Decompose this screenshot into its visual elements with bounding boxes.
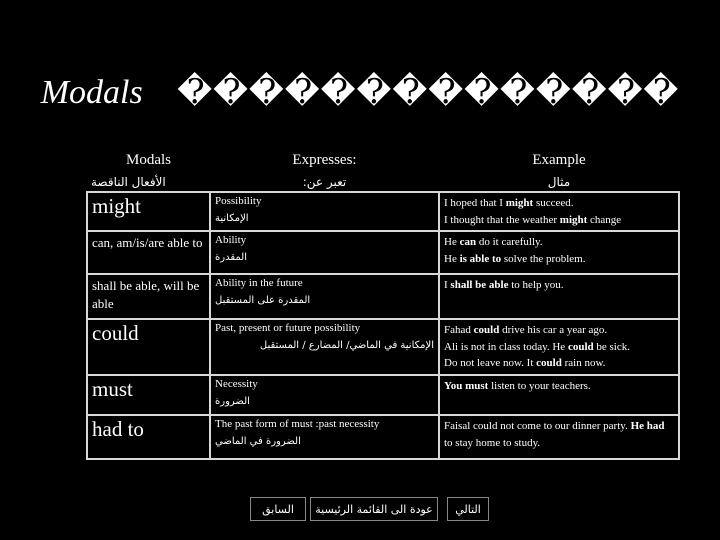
modal-cell — [87, 375, 210, 415]
example-text: to stay home to study. — [444, 436, 541, 449]
expresses-cell — [210, 231, 439, 274]
example-line — [444, 355, 674, 372]
expresses-en: Necessity — [215, 378, 258, 390]
table-header-row — [87, 150, 679, 192]
example-cell — [439, 192, 679, 231]
expresses-en: Ability — [215, 234, 247, 246]
example-line — [444, 234, 674, 251]
header-example — [439, 150, 679, 192]
expresses-cell — [210, 192, 439, 231]
expresses-cell — [210, 415, 439, 459]
table-row — [87, 192, 679, 231]
expresses-en: Possibility — [215, 195, 262, 207]
expresses-cell — [210, 319, 439, 375]
example-cell — [439, 274, 679, 319]
example-modal-highlight: could — [567, 340, 594, 353]
example-text: I — [444, 279, 451, 291]
modal-name: can, am/is/are able to — [92, 235, 203, 250]
expresses-ar: الإمكانية في الماضي/ المضارع / المستقبل — [259, 339, 434, 351]
expresses-ar: المقدرة على المستقبل — [215, 294, 311, 306]
example-modal-highlight: He had — [630, 420, 665, 432]
example-text: Do not leave now. It — [444, 357, 537, 369]
header-modals-ar: الأفعال الناقصة — [91, 175, 166, 189]
table-row — [87, 375, 679, 415]
header-modals — [87, 150, 210, 192]
title-garbled-text: �������������� — [177, 74, 680, 111]
example-cell — [439, 231, 679, 274]
example-modal-highlight: might — [505, 197, 534, 209]
modal-cell — [87, 231, 210, 274]
example-line — [444, 195, 674, 212]
header-expresses-ar: تعبر عن: — [302, 175, 347, 189]
example-line — [444, 378, 674, 395]
modals-table — [86, 150, 680, 460]
example-text: Faisal could not come to our dinner party. — [444, 420, 631, 432]
modal-cell — [87, 319, 210, 375]
header-example-en: Example — [532, 152, 586, 168]
title-text: Modals — [40, 74, 143, 111]
example-cell — [439, 375, 679, 415]
expresses-ar: المقدرة — [215, 251, 247, 263]
table-row — [87, 415, 679, 459]
expresses-en: The past form of must :past necessity — [215, 418, 380, 430]
prev-button[interactable] — [250, 497, 306, 521]
modal-name: might — [92, 194, 142, 218]
example-text: He — [444, 252, 460, 265]
example-line — [444, 418, 674, 451]
example-text: listen to your teachers. — [488, 380, 591, 392]
example-modal-highlight: You must — [444, 380, 489, 392]
next-button[interactable] — [447, 497, 489, 521]
example-text: Fahad — [444, 324, 474, 336]
expresses-ar: الضرورة في الماضي — [215, 435, 301, 447]
table-row — [87, 231, 679, 274]
table-row — [87, 274, 679, 319]
header-expresses-en: Expresses: — [292, 152, 357, 168]
example-cell — [439, 319, 679, 375]
header-expresses — [210, 150, 439, 192]
example-modal-highlight: might — [559, 213, 588, 226]
modal-name: must — [92, 377, 133, 401]
next-button-label: التالي — [455, 502, 481, 516]
example-line — [444, 212, 674, 229]
example-text: solve the problem. — [501, 252, 586, 265]
example-line — [444, 277, 674, 294]
example-text: I hoped that I — [444, 197, 506, 209]
example-line — [444, 339, 674, 356]
expresses-en: Ability in the future — [215, 277, 303, 289]
example-text: be sick. — [593, 340, 630, 353]
table-row — [87, 319, 679, 375]
header-modals-en: Modals — [126, 152, 171, 168]
example-line — [444, 251, 674, 268]
example-modal-highlight: can — [459, 236, 477, 248]
modal-cell — [87, 274, 210, 319]
example-text: Ali is not in class today. He — [444, 340, 568, 353]
slide-title — [0, 72, 720, 112]
example-text: rain now. — [561, 357, 606, 369]
example-text: do it carefully. — [476, 236, 543, 248]
example-text: I thought that the weather — [444, 213, 560, 226]
home-button[interactable] — [310, 497, 438, 521]
example-modal-highlight: shall be able — [450, 279, 509, 291]
example-text: He — [444, 236, 460, 248]
example-text: succeed. — [533, 197, 574, 209]
expresses-ar: الضرورة — [215, 395, 250, 407]
expresses-cell — [210, 274, 439, 319]
example-modal-highlight: could — [473, 324, 500, 336]
header-example-ar: مثال — [547, 175, 571, 189]
example-text: to help you. — [508, 279, 564, 291]
example-cell — [439, 415, 679, 459]
modal-cell — [87, 415, 210, 459]
example-modal-highlight: could — [536, 357, 562, 369]
example-text: change — [587, 213, 622, 226]
example-text: drive his car a year ago. — [499, 324, 608, 336]
modal-name: shall be able, will be able — [92, 278, 200, 311]
modal-cell — [87, 192, 210, 231]
modal-name: had to — [92, 417, 144, 441]
expresses-ar: الإمكانية — [215, 212, 249, 224]
example-modal-highlight: is able to — [459, 252, 502, 265]
prev-button-label: السابق — [262, 502, 294, 516]
home-button-label: عودة الى القائمة الرئيسية — [315, 502, 433, 516]
example-line — [444, 322, 674, 339]
expresses-cell — [210, 375, 439, 415]
modal-name: could — [92, 321, 139, 345]
expresses-en: Past, present or future possibility — [215, 322, 361, 334]
